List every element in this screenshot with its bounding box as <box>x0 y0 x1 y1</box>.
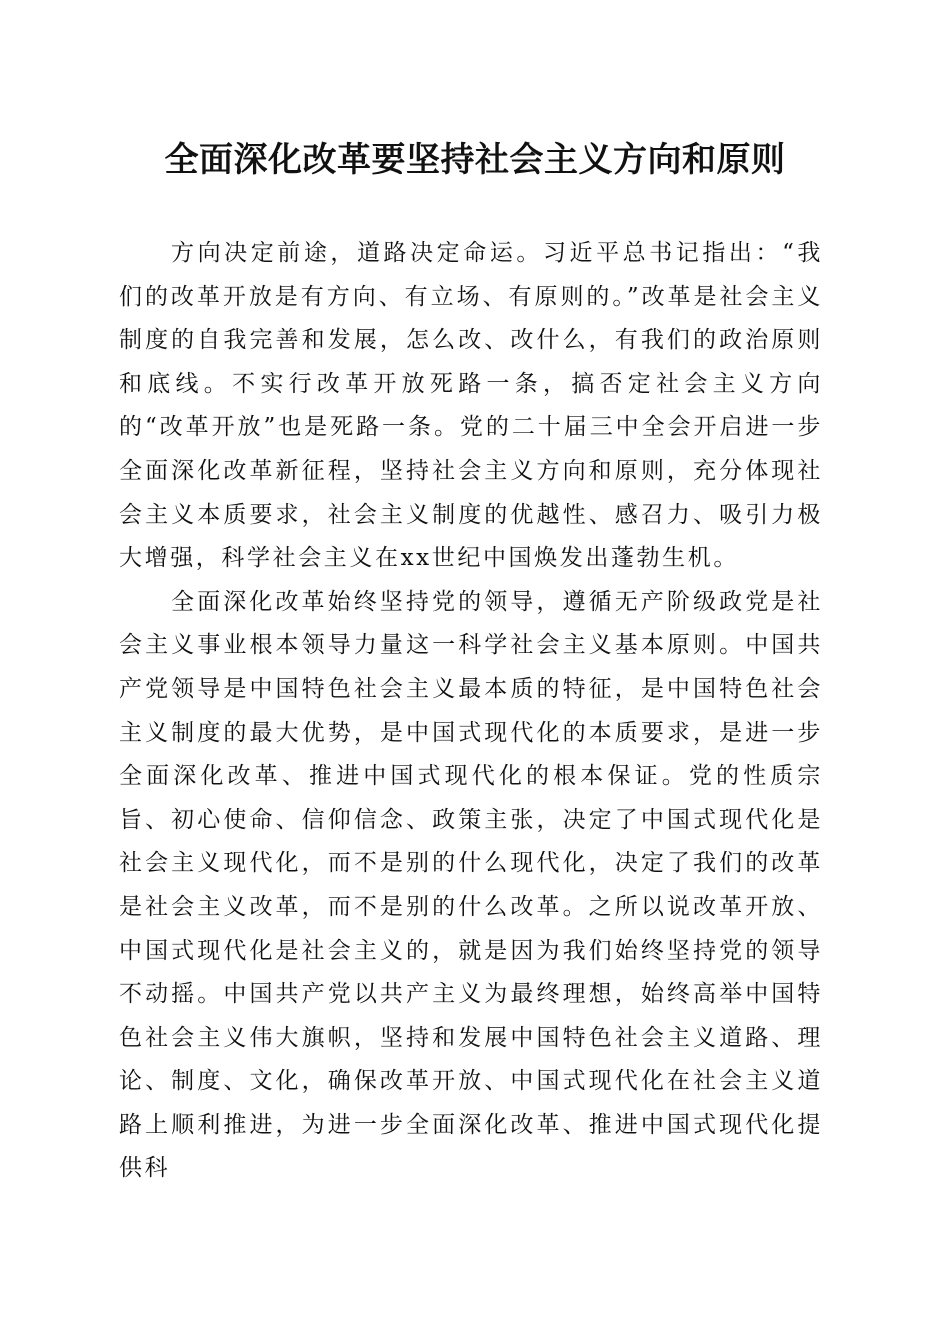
paragraph-2: 全面深化改革始终坚持党的领导，遵循无产阶级政党是社会主义事业根本领导力量这一科学社会主义基本原则。中国共产党领导是中国特色社会主义最本质的特征，是中国特色社会主义制度的最大优势，是中国式现代化的本质要求，是进一步全面深化改革、推进中国式现代化的根本保证。党的性质宗旨、初心使命、信仰信念、政策主张，决定了中国式现代化是社会主义现代化，而不是别的什么现代化，决定了我们的改革是社会主义改革，而不是别的什么改革。之所以说改革开放、中国式现代化是社会主义的，就是因为我们始终坚持党的领导不动摇。中国共产党以共产主义为最终理想，始终高举中国特色社会主义伟大旗帜，坚持和发展中国特色社会主义道路、理论、制度、文化，确保改革开放、中国式现代化在社会主义道路上顺利推进，为进一步全面深化改革、推进中国式现代化提供科 <box>119 588 823 1182</box>
document-body <box>119 232 823 1191</box>
document-title: 全面深化改革要坚持社会主义方向和原则 <box>164 140 786 180</box>
paragraph-1: 方向决定前途，道路决定命运。习近平总书记指出：“我们的改革开放是有方向、有立场、有原则的。”改革是社会主义制度的自我完善和发展，怎么改、改什么，有我们的政治原则和底线。不实行改革开放死路一条，搞否定社会主义方向的“改革开放”也是死路一条。党的二十届三中全会开启进一步全面深化改革新征程，坚持社会主义方向和原则，充分体现社会主义本质要求，社会主义制度的优越性、感召力、吸引力极大增强，科学社会主义在xx世纪中国焕发出蓬勃生机。 <box>119 240 823 572</box>
